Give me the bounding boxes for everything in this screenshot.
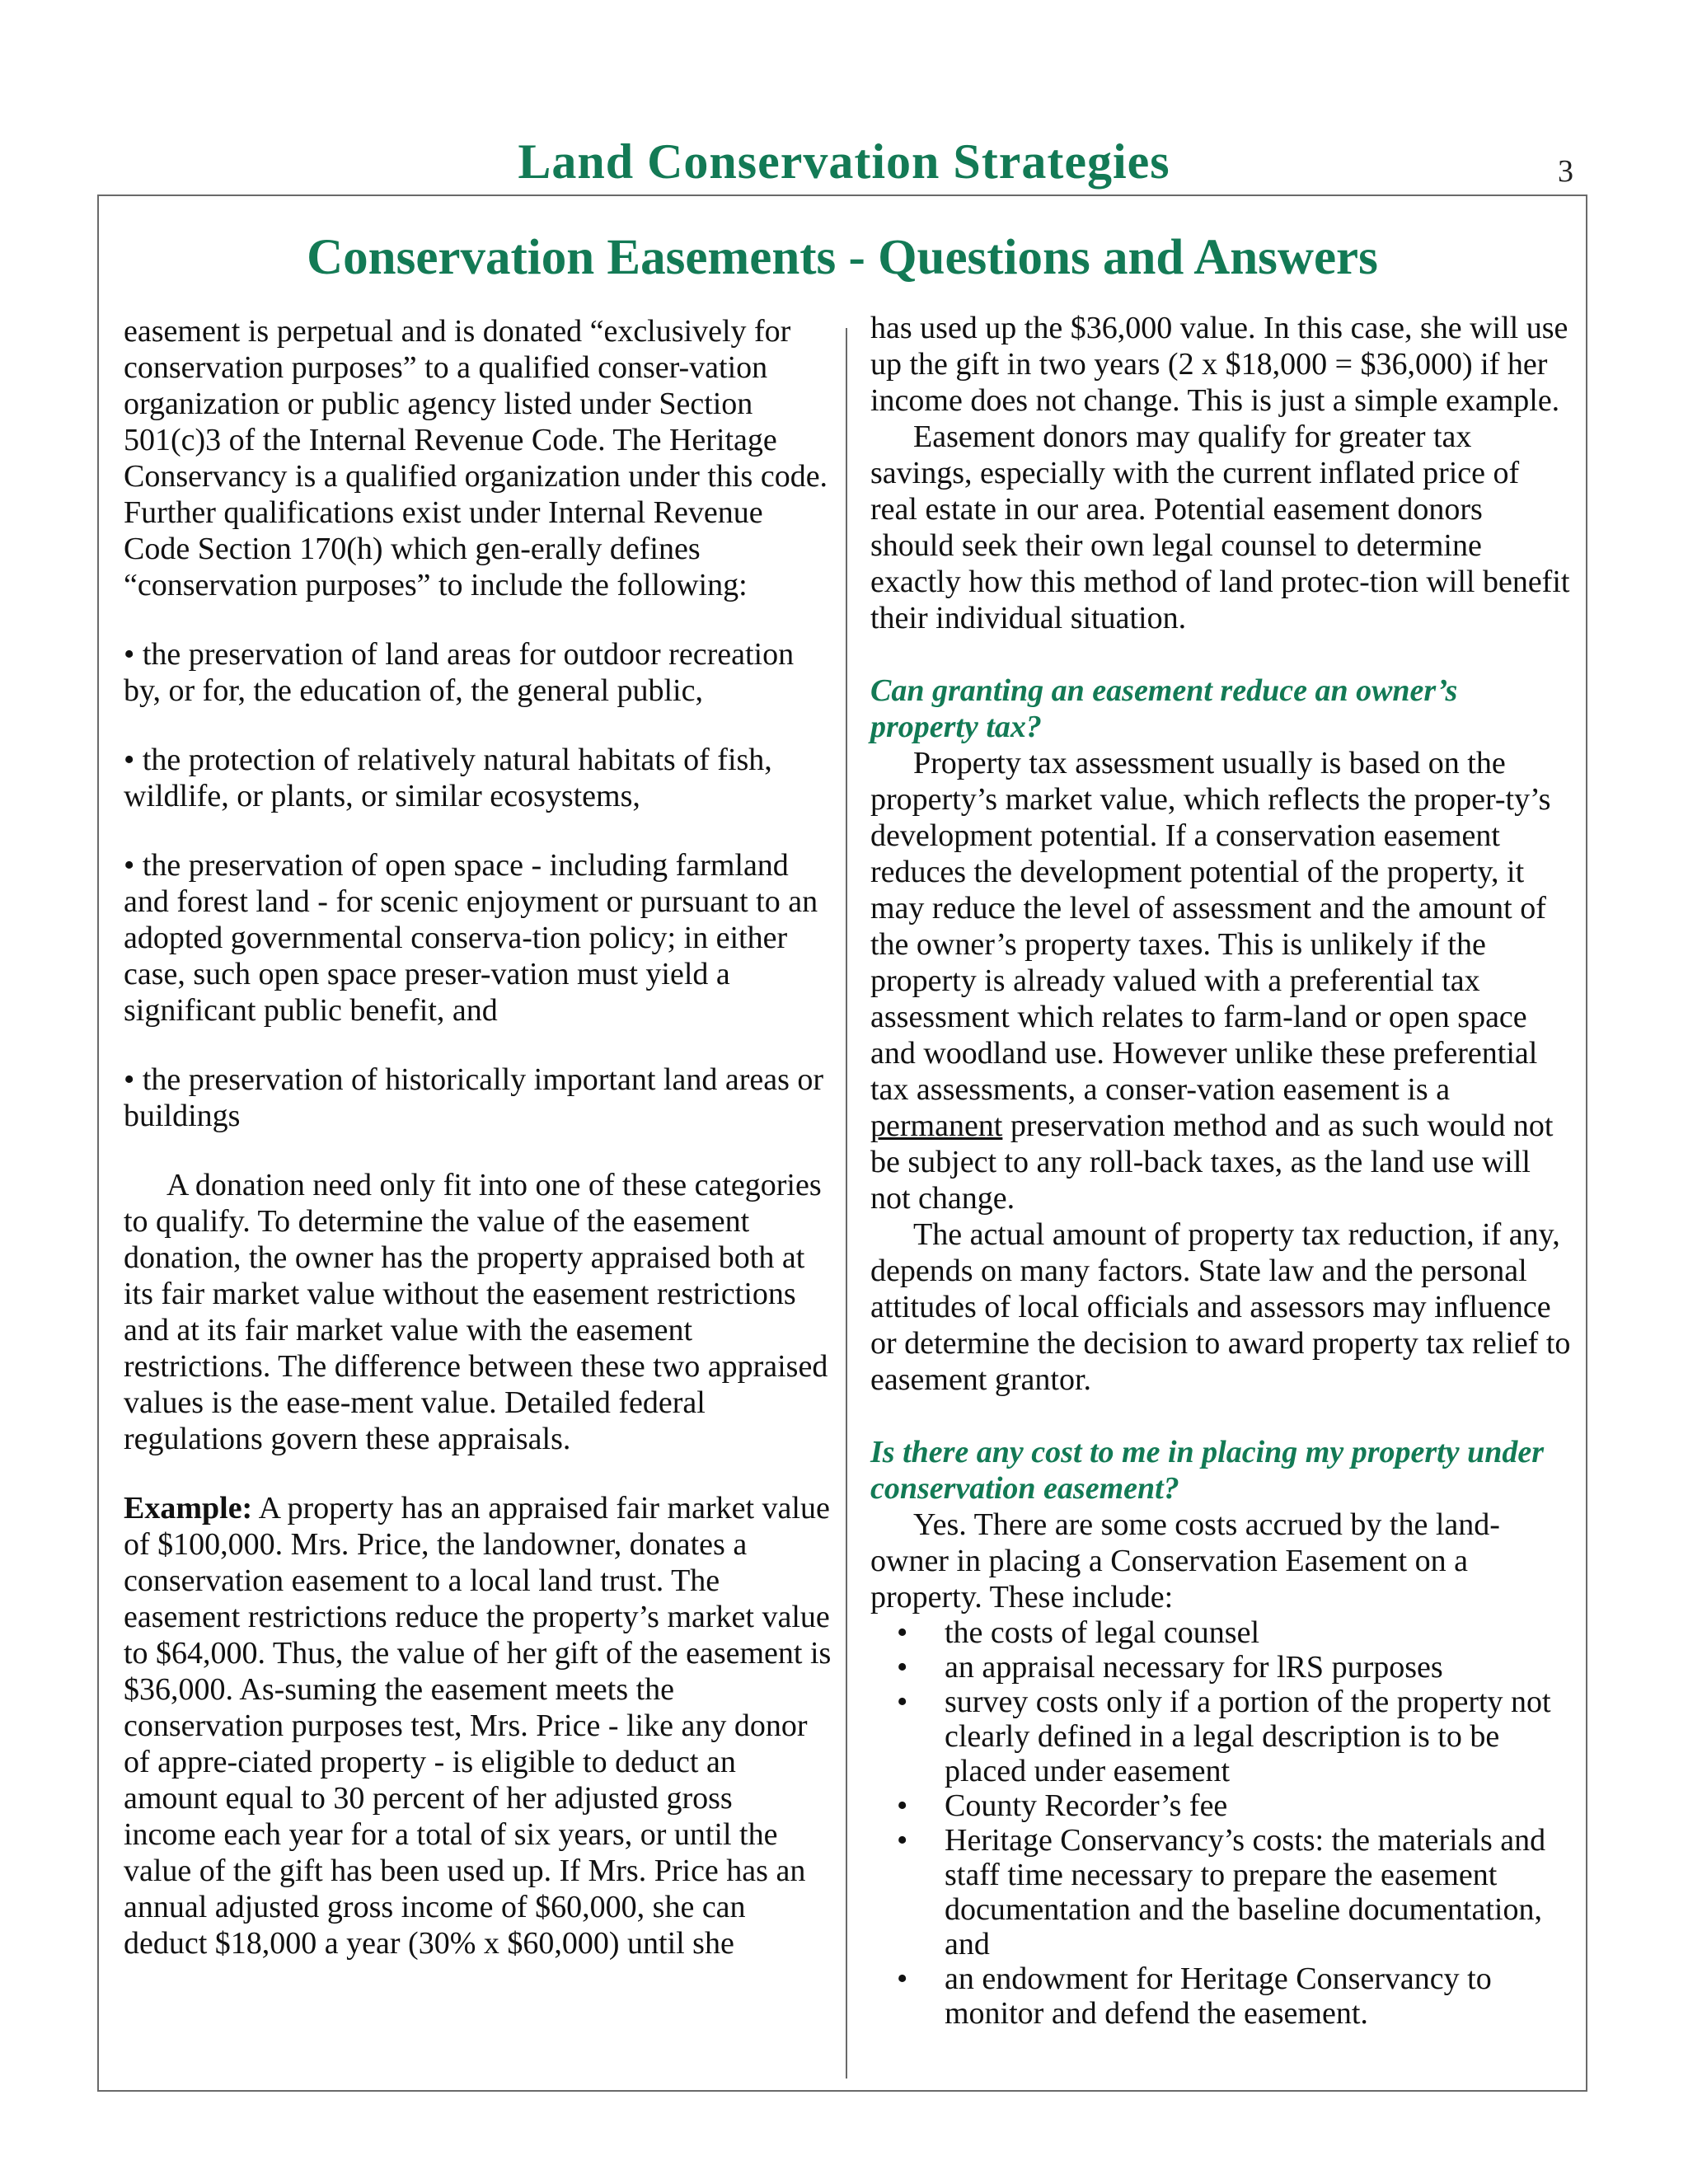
answer-costs-intro: Yes. There are some costs accrued by the land-owner in placing a Conservation Easement on a property. These include: xyxy=(870,1507,1500,1615)
cost-list xyxy=(870,1615,1571,2031)
bullet-icon: • xyxy=(897,1650,908,1685)
list-item-historic-areas xyxy=(124,1062,832,1134)
bullet-icon: • xyxy=(124,1062,135,1097)
article-frame xyxy=(97,194,1587,2092)
page-number: 3 xyxy=(1558,154,1573,189)
list-item: • an appraisal necessary for lRS purposes xyxy=(897,1650,1443,1685)
example-text: A property has an appraised fair market value of $100,000. Mrs. Price, the landowner, donates a conservation easement to a local land trust. The easement restrictions reduce the property’s market value to $64,000. Thus, the value of her gift of the easement is $36,000. As-suming the easement meets the conservation purposes test, Mrs. Price - like any donor of appre-ciated property - is eligible to deduct an amount equal to 30 percent of her adjusted gross income each year for a total of six years, or until the value of the gift has been used up. If Mrs. Price has an annual adjusted gross income of $60,000, she can deduct $18,000 a year (30% x $60,000) until she xyxy=(124,1491,832,1961)
bullet-icon: • xyxy=(124,848,135,883)
paragraph-donation-value: A donation need only fit into one of these categories to qualify. To determine the value of the easement donation, the owner has the property appraised both at its fair market value without the easement restrictions and at its fair market value with the easement restrictions. The difference between these two appraised values is the ease-ment value. Detailed federal regulations govern these appraisals. xyxy=(124,1168,828,1456)
question-costs: Is there any cost to me in placing my property under conservation easement? xyxy=(870,1435,1544,1506)
question-property-tax: Can granting an easement reduce an owner’s property tax? xyxy=(870,673,1458,744)
article-title: Conservation Easements - Questions and Answers xyxy=(307,230,1378,285)
bullet-text: the preservation of open space - including farmland and forest land - for scenic enjoyment or pursuant to an adopted governmental conserva-tion policy; in either case, such open space preser-vation must yield a significant public benefit, and xyxy=(124,848,818,1028)
list-item-outdoor-recreation xyxy=(124,636,832,709)
paragraph-easement-definition: easement is perpetual and is donated “exclusively for conservation purposes” to a qualified conser-vation organization or public agency listed under Section 501(c)3 of the Internal Revenue Code. The Heritage Conservancy is a qualified organization under this code. Further qualifications exist under Internal Revenue Code Section 170(h) which gen-erally defines “conservation purposes” to include the following: xyxy=(124,314,828,602)
bullet-icon: • xyxy=(897,1788,908,1823)
bullet-icon: • xyxy=(897,1685,908,1719)
paragraph-tax-reduction-factors: The actual amount of property tax reduction, if any, depends on many factors. State law and the personal attitudes of local officials and assessors may influence or determine the decision to award property tax relief to easement grantor. xyxy=(870,1217,1571,1397)
bullet-icon: • xyxy=(124,637,135,672)
bullet-text: the protection of relatively natural habitats of fish, wildlife, or plants, or similar ecosystems, xyxy=(124,743,772,813)
bullet-text: the preservation of historically important land areas or buildings xyxy=(124,1062,824,1133)
column-divider xyxy=(846,328,847,2079)
bullet-text: the preservation of land areas for outdoor recreation by, or for, the education of, the general public, xyxy=(124,637,795,708)
answer-property-tax: Property tax assessment usually is based on the property’s market value, which reflects the proper-ty’s development potential. If a conservation easement reduces the development potential of the property, it may reduce the level of assessment and the amount of the owner’s property taxes. This is unlikely if the property is already valued with a preferential tax assessment which relates to farm-land or open space and woodland use. However unlike these preferential tax assessments, a conser-vation easement is a permanent preservation method and as such would not be subject to any roll-back taxes, as the land use will not change. xyxy=(870,746,1554,1216)
list-item: • the costs of legal counsel xyxy=(897,1615,1260,1650)
bullet-icon: • xyxy=(897,1961,908,1996)
example-label: Example: xyxy=(124,1491,253,1526)
list-item: • survey costs only if a portion of the property not clearly defined in a legal description is to be placed under easement xyxy=(897,1685,1551,1788)
paragraph-example-continued: has used up the $36,000 value. In this case, she will use up the gift in two years (2 x $18,000 = $36,000) if her income does not change. This is just a simple example. xyxy=(870,311,1568,418)
paragraph-example xyxy=(124,1490,832,1961)
list-item-open-space xyxy=(124,847,832,1029)
left-column xyxy=(124,313,832,1961)
bullet-icon: • xyxy=(897,1823,908,1858)
list-item: • an endowment for Heritage Conservancy to monitor and defend the easement. xyxy=(897,1961,1492,2031)
running-title: Land Conservation Strategies xyxy=(518,134,1170,189)
emphasis-permanent: permanent xyxy=(870,1108,1003,1143)
list-item-natural-habitats xyxy=(124,742,832,814)
bullet-icon: • xyxy=(124,743,135,777)
list-item: • Heritage Conservancy’s costs: the materials and staff time necessary to prepare the easement documentation and the baseline documentation, and xyxy=(897,1823,1546,1961)
right-column xyxy=(870,310,1571,2031)
paragraph-greater-savings: Easement donors may qualify for greater tax savings, especially with the current inflated price of real estate in our area. Potential easement donors should seek their own legal counsel to determine exactly how this method of land protec-tion will benefit their individual situation. xyxy=(870,419,1570,635)
bullet-icon: • xyxy=(897,1615,908,1650)
list-item: • County Recorder’s fee xyxy=(897,1788,1228,1823)
